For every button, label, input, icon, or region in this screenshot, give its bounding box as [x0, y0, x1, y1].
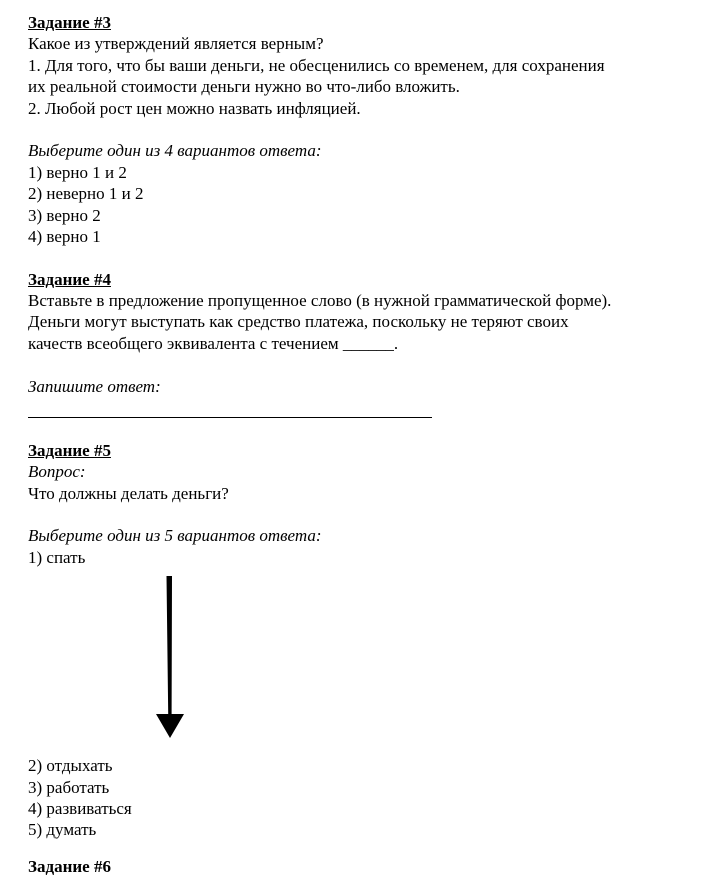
task4-text-line1: Вставьте в предложение пропущенное слово (в нужной грамматической форме). [28, 291, 612, 311]
task5-option-1[interactable]: 1) спать [28, 547, 86, 567]
task6-heading: Задание #6 [28, 857, 111, 876]
task3-instruction: Выберите один из 4 вариантов ответа: [28, 141, 322, 161]
task5-option-2[interactable]: 2) отдыхать [28, 756, 113, 776]
task5-option-3[interactable]: 3) работать [28, 777, 110, 797]
task5-option-4[interactable]: 4) развиваться [28, 798, 132, 818]
task5-question-label: Вопрос: [28, 462, 86, 482]
task5-question: Что должны делать деньги? [28, 483, 229, 503]
task3-statement2: 2. Любой рост цен можно назвать инфляцией. [28, 98, 361, 118]
task4-heading: Задание #4 [28, 269, 111, 289]
down-arrow-icon [156, 576, 188, 741]
task4-instruction: Запишите ответ: [28, 376, 161, 396]
task5-heading: Задание #5 [28, 440, 111, 460]
task4-text-line2: Деньги могут выступать как средство платежа, поскольку не теряют своих [28, 312, 569, 332]
task4-text-line3: качеств всеобщего эквивалента с течением ______. [28, 333, 399, 353]
task3-option-3[interactable]: 3) верно 2 [28, 205, 101, 225]
arrow-area [28, 568, 708, 755]
task5-instruction: Выберите один из 5 вариантов ответа: [28, 526, 322, 546]
task3-question: Какое из утверждений является верным? [28, 34, 324, 54]
task3-option-1[interactable]: 1) верно 1 и 2 [28, 162, 127, 182]
task3-statement1-line2: их реальной стоимости деньги нужно во что-либо вложить. [28, 77, 460, 97]
document-page [28, 12, 708, 841]
task3-heading: Задание #3 [28, 13, 111, 32]
task4-answer-field[interactable] [28, 397, 432, 418]
task3-option-4[interactable]: 4) верно 1 [28, 226, 101, 246]
task5-option-5[interactable]: 5) думать [28, 820, 97, 840]
task3-statement1-line1: 1. Для того, что бы ваши деньги, не обесценились со временем, для сохранения [28, 55, 605, 75]
task3-option-2[interactable]: 2) неверно 1 и 2 [28, 184, 144, 204]
